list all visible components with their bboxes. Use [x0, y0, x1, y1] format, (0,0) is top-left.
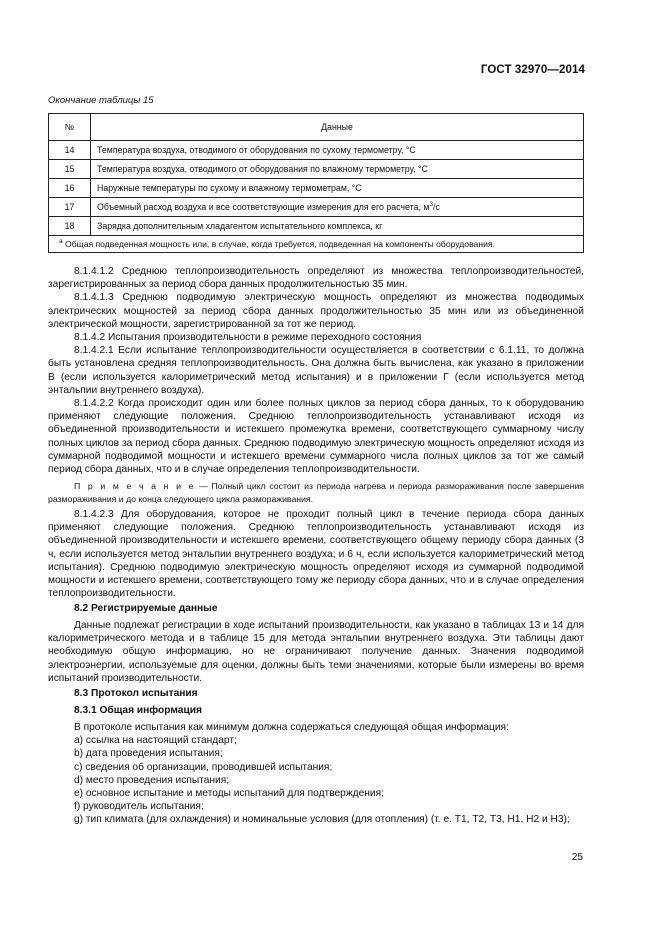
column-header-data: Данные	[91, 114, 584, 141]
row-description	[91, 198, 584, 217]
row-description: Температура воздуха, отводимого от оборудования по влажному термометру, °С	[91, 160, 584, 179]
body-block-2	[48, 508, 584, 600]
row-description: Зарядка дополнительным хладагентом испытательного комплекса, кг	[91, 217, 584, 236]
heading-8-3: 8.3 Протокол испытания	[74, 688, 198, 699]
list-item: d) место проведения испытания;	[74, 774, 230, 786]
table-caption: Окончание таблицы 15	[48, 95, 154, 106]
standard-number: ГОСТ 32970—2014	[480, 64, 585, 76]
table-footnote	[49, 236, 584, 253]
note-label: П р и м е ч а н и е	[74, 481, 196, 491]
list-item: b) дата проведения испытания;	[74, 748, 223, 760]
paragraph-8-1-4-2-3: 8.1.4.2.3 Для оборудования, которое не проходит полный цикл в течение периода сбора данных применяют следующие положения. Среднюю теплопроизводительность устанавливают исходя из объединенной производительности и истекшего времени, соответствующего общему периоду сбора данных (3 ч, если используется метод энтальпии внутреннего воздуха; и 6 ч, если используется калориметрический метод испытания). Среднюю подводимую электрическую мощность определяют исходя из суммарной подводимой мощности и истекшего времени, соответствующего тому же периоду сбора данных, что и в случае определения теплопроизводительности.	[48, 509, 584, 600]
row-number: 17	[49, 198, 91, 217]
paragraph-8-1-4-2-1: 8.1.4.2.1 Если испытание теплопроизводительности осуществляется в соответствии с 6.1.11, то должна быть установлена средняя теплопроизводительность. Она должна быть вычислена, как указано в приложении В (если используется калориметрический метод испытания) и в приложении Г (если используется метод энтальпии внутреннего воздуха).	[48, 345, 584, 396]
row-number: 18	[49, 217, 91, 236]
heading-8-3-1: 8.3.1 Общая информация	[74, 705, 202, 716]
row-description: Наружные температуры по сухому и влажному термометрам, °С	[91, 179, 584, 198]
list-item: f) руководитель испытания;	[74, 801, 204, 813]
column-header-number: №	[49, 114, 91, 141]
list-item: a) ссылка на настоящий стандарт;	[74, 735, 237, 747]
paragraph-8-1-4-1-3: 8.1.4.1.3 Среднюю подводимую электрическую мощность определяют из множества подводимых электрических мощностей за период сбора данных продолжительностью 35 мин или из объединенной электрической мощности, зарегистрированной за тот же период.	[48, 292, 584, 330]
table-row	[49, 198, 584, 217]
list-item: e) основное испытание и методы испытаний для подтверждения;	[74, 788, 384, 800]
footnote-mark: а	[59, 238, 63, 246]
table-row	[49, 160, 584, 179]
body-block-3	[48, 619, 584, 685]
table-row	[49, 217, 584, 236]
paragraph-8-1-4-2: 8.1.4.2 Испытания производительности в режиме переходного состояния	[74, 332, 422, 344]
footnote-text: Общая подведенная мощность или, в случае, когда требуется, подведенная на компоненты оборудования.	[62, 239, 495, 249]
data-table	[48, 113, 584, 253]
info-list	[48, 721, 584, 827]
note-paragraph	[48, 480, 584, 505]
table-footnote-row	[49, 236, 584, 253]
superscript: 3	[429, 201, 434, 209]
row-number: 14	[49, 141, 91, 160]
row-number: 15	[49, 160, 91, 179]
paragraph-8-1-4-1-2: 8.1.4.1.2 Среднюю теплопроизводительность определяют из множества теплопроизводительностей, зарегистрированных за период сбора данных продолжительностью 35 мин.	[48, 266, 584, 291]
paragraph-8-2: Данные подлежат регистрации в ходе испытаний производительности, как указано в таблицах 13 и 14 для калориметрического метода и в таблице 15 для метода энтальпии внутреннего воздуха. Эти таблицы дают необходимую общую информацию, но не ограничивают получение данных. Значения подводимой электроэнергии, используемые для оценки, должны быть теми значениями, которые были измерены во время испытаний производительности.	[48, 620, 584, 684]
table-row	[49, 141, 584, 160]
row-number: 16	[49, 179, 91, 198]
note-block	[48, 480, 584, 505]
row-description-unit: /с	[433, 202, 440, 212]
page-number: 25	[571, 852, 583, 863]
row-description-text: Объемный расход воздуха и все соответствующие измерения для его расчета, м	[97, 202, 430, 212]
table-header-row	[49, 114, 584, 141]
row-description: Температура воздуха, отводимого от оборудования по сухому термометру, °С	[91, 141, 584, 160]
paragraph-8-1-4-2-2: 8.1.4.2.2 Когда происходит один или более полных циклов за период сбора данных, то к оборудованию применяют следующие положения. Среднюю теплопроизводительность устанавливают исходя из объединенной производительности и истекшего промежутка времени, соответствующего суммарному числу полных циклов за период сбора данных. Среднюю подводимую электрическую мощность определяют исходя из суммарной подводимой мощности и истекшего времени суммарного числа полных циклов за тот же самый период сбора данных, что и в случае определения теплопроизводительности.	[48, 398, 584, 476]
list-intro: В протоколе испытания как минимум должна содержаться следующая общая информация:	[74, 722, 509, 733]
table-row	[49, 179, 584, 198]
list-item: c) сведения об организации, проводившей испытания;	[74, 761, 333, 773]
note-text: — Полный цикл состоит из периода нагрева и периода размораживания после завершения размораживания и до конца следующего цикла размораживания.	[48, 481, 585, 504]
body-block-1	[48, 265, 584, 476]
heading-8-2: 8.2 Регистрируемые данные	[74, 603, 218, 614]
list-item: g) тип климата (для охлаждения) и номинальные условия (для отопления) (т. е. Т1, Т2, Т3, Н1, Н2 и Н3);	[74, 814, 570, 826]
